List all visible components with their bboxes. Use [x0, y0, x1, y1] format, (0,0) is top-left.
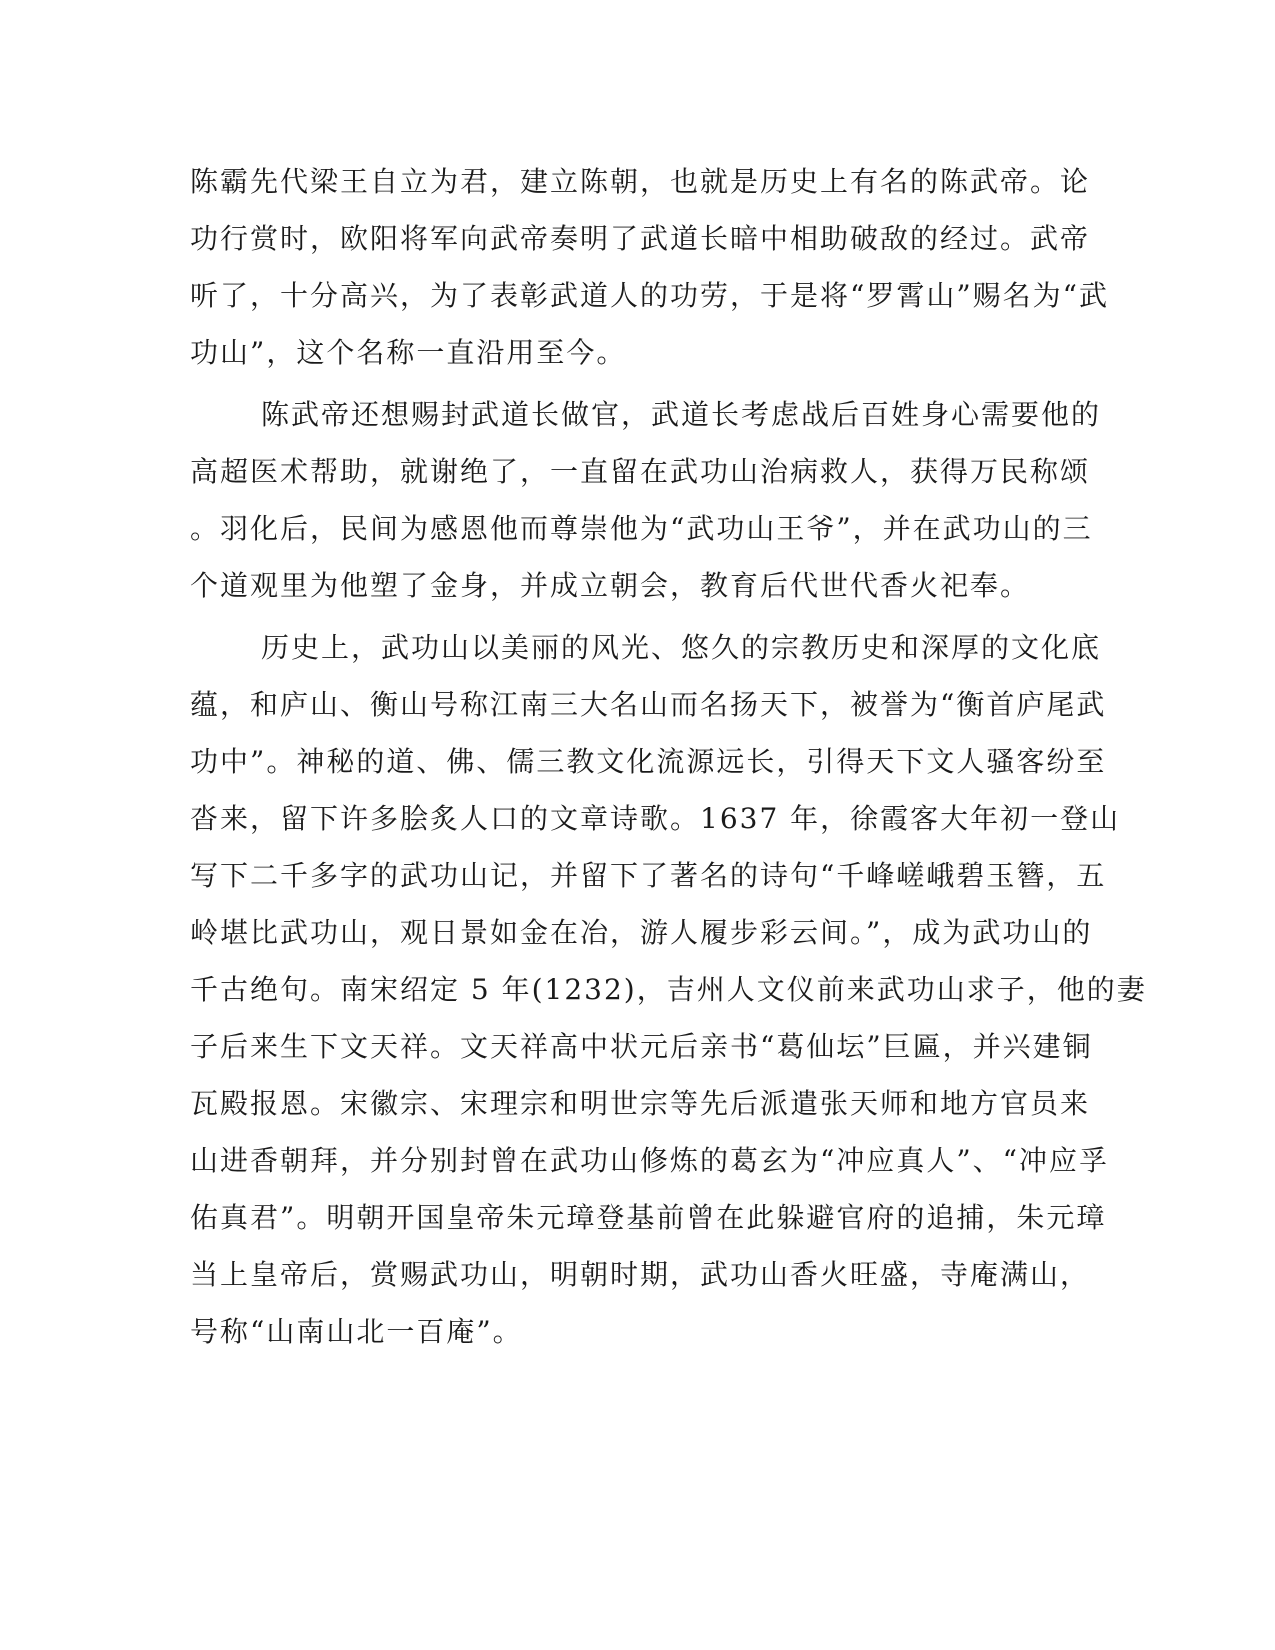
- text-line: 写下二千多字的武功山记，并留下了著名的诗句“千峰嵯峨碧玉簪，五: [190, 859, 1107, 892]
- text-line: 当上皇帝后，赏赐武功山，明朝时期，武功山香火旺盛，寺庵满山，: [190, 1258, 1091, 1291]
- text-line: 瓦殿报恩。宋徽宗、宋理宗和明世宗等先后派遣张天师和地方官员来: [190, 1087, 1091, 1120]
- text-line: 号称“山南山北一百庵”。: [190, 1315, 523, 1348]
- paragraph-first-line: 陈武帝还想赐封武道长做官，武道长考虑战后百姓身心需要他的: [261, 398, 1102, 431]
- text-line: 个道观里为他塑了金身，并成立朝会，教育后代世代香火祀奉。: [190, 569, 1031, 602]
- text-line: 岭堪比武功山，观日景如金在冶，游人履步彩云间。”，成为武功山的: [190, 916, 1093, 949]
- text-line: 功山”，这个名称一直沿用至今。: [190, 336, 627, 369]
- text-line: 听了，十分高兴，为了表彰武道人的功劳，于是将“罗霄山”赐名为“武: [190, 279, 1109, 312]
- text-line: 功中”。神秘的道、佛、儒三教文化流源远长，引得天下文人骚客纷至: [190, 745, 1107, 778]
- text-line: 子后来生下文天祥。文天祥高中状元后亲书“葛仙坛”巨匾，并兴建铜: [190, 1030, 1093, 1063]
- text-line: 沓来，留下许多脍炙人口的文章诗歌。1637 年，徐霞客大年初一登山: [190, 802, 1121, 835]
- paragraph-first-line: 历史上，武功山以美丽的风光、悠久的宗教历史和深厚的文化底: [261, 631, 1102, 664]
- text-line: 陈霸先代梁王自立为君，建立陈朝，也就是历史上有名的陈武帝。论: [190, 165, 1091, 198]
- text-line: 高超医术帮助，就谢绝了，一直留在武功山治病救人，获得万民称颂: [190, 455, 1091, 488]
- text-line: 蕴，和庐山、衡山号称江南三大名山而名扬天下，被誉为“衡首庐尾武: [190, 688, 1107, 721]
- text-line: 佑真君”。明朝开国皇帝朱元璋登基前曾在此躲避官府的追捕，朱元璋: [190, 1201, 1107, 1234]
- text-line: 千古绝句。南宋绍定 5 年(1232)，吉州人文仪前来武功山求子，他的妻: [190, 973, 1147, 1006]
- text-line: 山进香朝拜，并分别封曾在武功山修炼的葛玄为“冲应真人”、“冲应孚: [190, 1144, 1109, 1177]
- text-line: 功行赏时，欧阳将军向武帝奏明了武道长暗中相助破敌的经过。武帝: [190, 222, 1091, 255]
- text-line: 。羽化后，民间为感恩他而尊崇他为“武功山王爷”，并在武功山的三: [190, 512, 1093, 545]
